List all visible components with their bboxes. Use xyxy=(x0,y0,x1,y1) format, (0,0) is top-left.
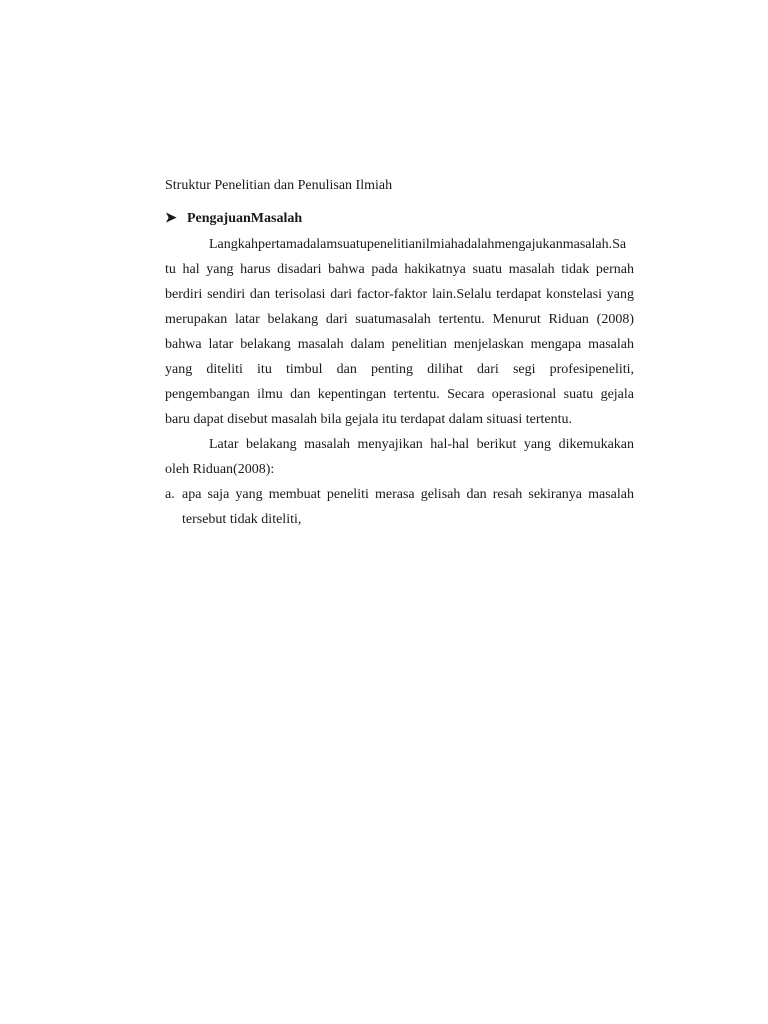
paragraph-line: baru dapat disebut masalah bila gejala itu terdapat dalam situasi tertentu. xyxy=(165,412,573,427)
paragraph-line: pengembangan ilmu dan kepentingan tertentu. Secara operasional suatu gejala xyxy=(165,387,634,402)
paragraph-line: oleh Riduan(2008): xyxy=(165,462,275,477)
paragraph-line: yang diteliti itu timbul dan penting dilihat dari segi profesipeneliti, xyxy=(165,362,634,377)
section-heading-text: PengajuanMasalah xyxy=(187,211,303,226)
paragraph-line: tu hal yang harus disadari bahwa pada hakikatnya suatu masalah tidak pernah xyxy=(165,262,634,277)
paragraph-line: Langkahpertamadalamsuatupenelitianilmiahadalahmengajukanmasalah.Sa xyxy=(209,237,627,252)
list-item-line: tersebut tidak diteliti, xyxy=(182,512,302,527)
paragraph-line: bahwa latar belakang masalah dalam penelitian menjelaskan mengapa masalah xyxy=(165,337,634,352)
arrow-bullet-icon: ➤ xyxy=(165,211,177,226)
paragraph-line: Latar belakang masalah menyajikan hal-hal berikut yang dikemukakan xyxy=(209,437,634,452)
paragraph-line: berdiri sendiri dan terisolasi dari factor-faktor lain.Selalu terdapat konstelasi yang xyxy=(165,287,634,302)
document-title: Struktur Penelitian dan Penulisan Ilmiah xyxy=(165,178,393,193)
list-marker: a. xyxy=(165,487,175,502)
list-item-line: apa saja yang membuat peneliti merasa gelisah dan resah sekiranya masalah xyxy=(182,487,634,502)
section-heading xyxy=(165,209,302,229)
paragraph-line: merupakan latar belakang dari suatumasalah tertentu. Menurut Riduan (2008) xyxy=(165,312,634,327)
